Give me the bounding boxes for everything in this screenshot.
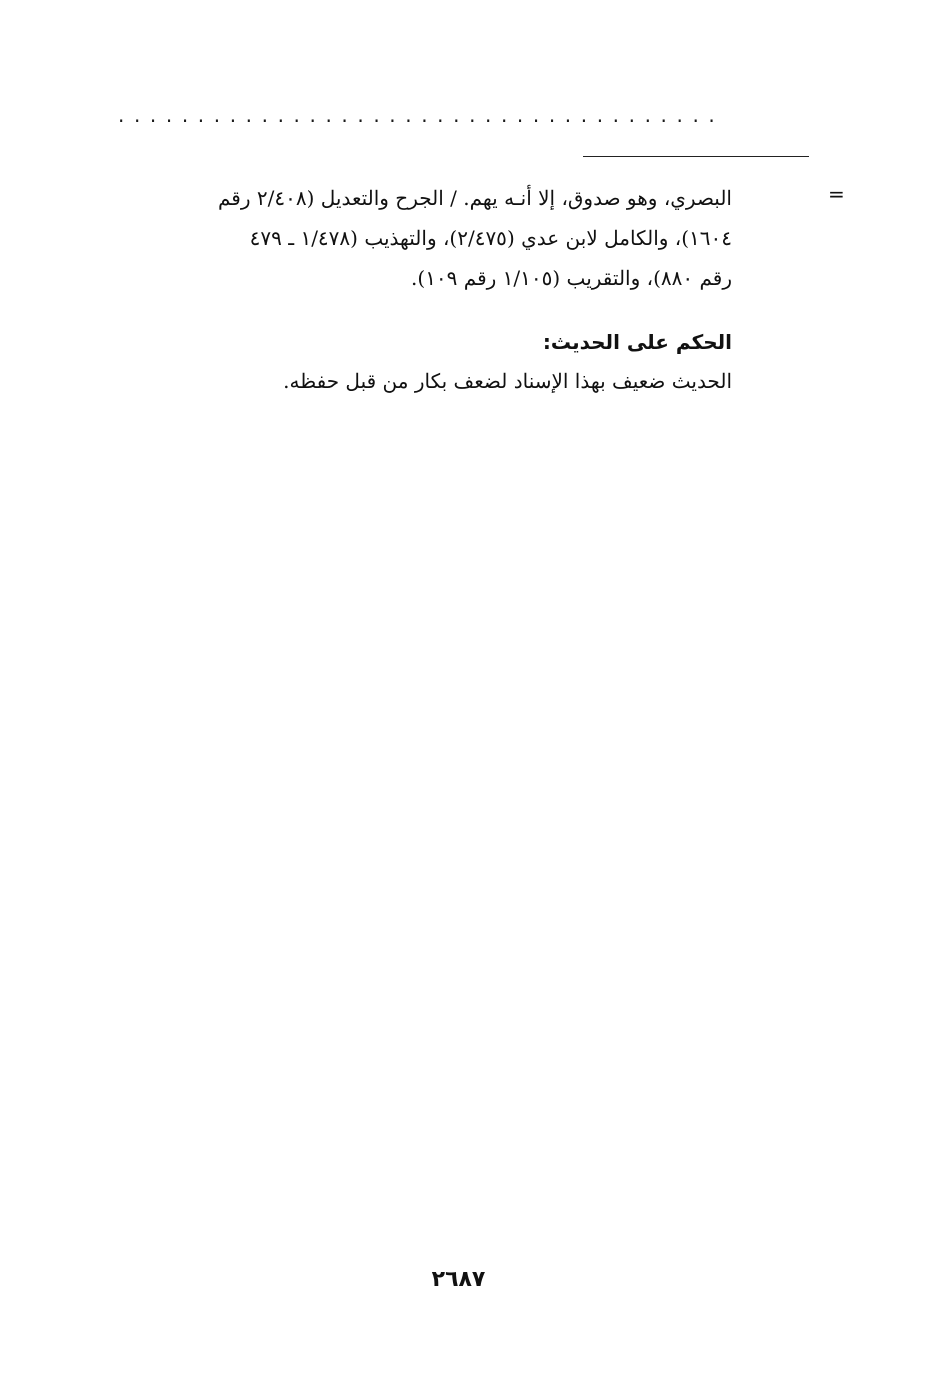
ruling-heading: الحكم على الحديث: bbox=[542, 330, 732, 354]
footnote-block bbox=[118, 178, 732, 298]
footnote-continuation-marker: = bbox=[828, 182, 845, 206]
dotted-separator: ...................................... bbox=[118, 104, 725, 126]
footnote-line: رقم ٨٨٠)، والتقريب (١/١٠٥ رقم ١٠٩). bbox=[411, 266, 732, 290]
footnote-line: البصري، وهو صدوق، إلا أنـه يهم. / الجرح والتعديل (٢/٤٠٨ رقم bbox=[217, 186, 732, 210]
footnote-rule bbox=[583, 156, 809, 157]
ruling-text: الحديث ضعيف بهذا الإسناد لضعف بكار من قبل حفظه. bbox=[283, 369, 732, 393]
footnote-line: ١٦٠٤)، والكامل لابن عدي (٢/٤٧٥)، والتهذيب (١/٤٧٨ ـ ٤٧٩ bbox=[249, 226, 732, 250]
page-number: ٢٦٨٧ bbox=[431, 1267, 486, 1292]
